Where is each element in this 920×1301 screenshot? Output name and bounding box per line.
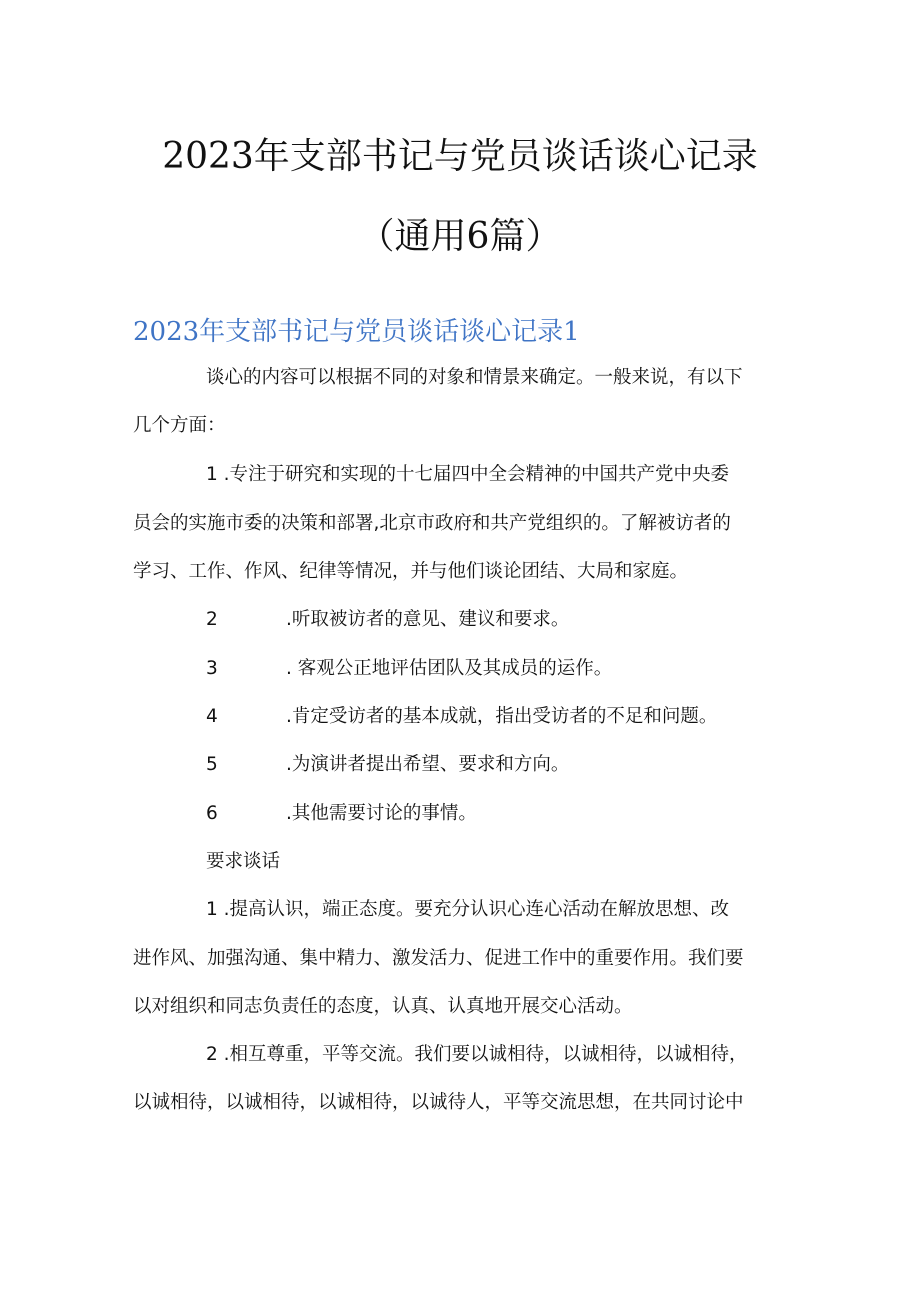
req2-line-1: 2 .相互尊重，平等交流。我们要以诚相待，以诚相待，以诚相待，	[206, 1044, 748, 1065]
list-item-text: .肯定受访者的基本成就，指出受访者的不足和问题。	[286, 706, 718, 727]
list-item-number: 5	[206, 754, 218, 775]
item1-line-1: 1 .专注于研究和实现的十七届四中全会精神的中国共产党中央委	[206, 464, 730, 485]
intro-line-1: 谈心的内容可以根据不同的对象和情景来确定。一般来说，有以下	[206, 367, 743, 388]
req2-line-2: 以诚相待，以诚相待，以诚相待，以诚待人，平等交流思想，在共同讨论中	[133, 1092, 744, 1113]
req1-line-3: 以对组织和同志负责任的态度，认真、认真地开展交心活动。	[133, 996, 633, 1017]
document-title-line-1: 2023年支部书记与党员谈话谈心记录	[162, 136, 758, 177]
intro-line-2: 几个方面：	[133, 415, 226, 436]
list-item-text: .为演讲者提出希望、要求和方向。	[286, 754, 570, 775]
list-item-number: 6	[206, 803, 218, 824]
req1-line-2: 进作风、加强沟通、集中精力、激发活力、促进工作中的重要作用。我们要	[133, 948, 744, 969]
list-item-text: .其他需要讨论的事情。	[286, 803, 477, 824]
list-item-number: 3	[206, 658, 218, 679]
list-item-text: . 客观公正地评估团队及其成员的运作。	[286, 658, 613, 679]
section-heading: 2023年支部书记与党员谈话谈心记录1	[133, 317, 580, 347]
req1-line-1: 1 .提高认识，端正态度。要充分认识心连心活动在解放思想、改	[206, 899, 730, 920]
subheading: 要求谈话	[206, 851, 281, 872]
item1-line-2: 员会的实施市委的决策和部署,北京市政府和共产党组织的。了解被访者的	[133, 513, 731, 534]
list-item-number: 2	[206, 609, 218, 630]
list-item-number: 4	[206, 706, 218, 727]
item1-line-3: 学习、工作、作风、纪律等情况，并与他们谈论团结、大局和家庭。	[133, 561, 689, 582]
list-item-text: .听取被访者的意见、建议和要求。	[286, 609, 570, 630]
document-title-line-2: （通用6篇）	[358, 216, 562, 257]
